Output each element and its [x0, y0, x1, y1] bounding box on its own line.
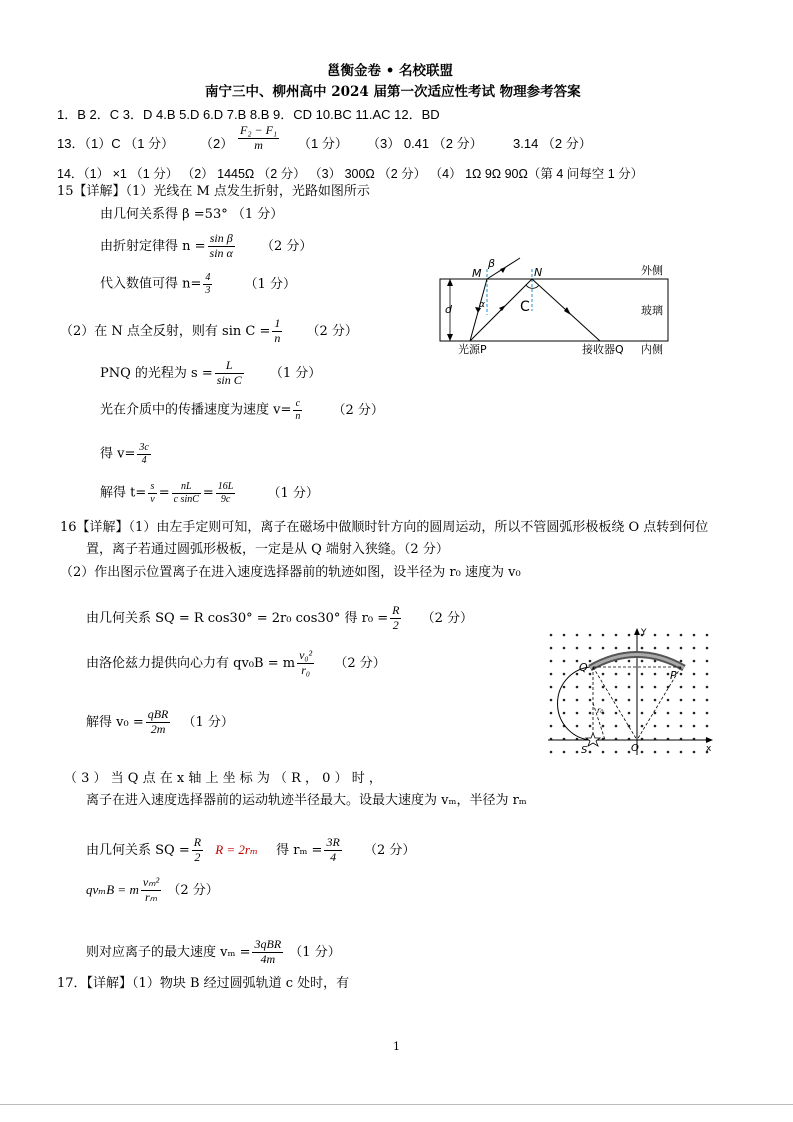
q16-line9 — [86, 836, 415, 865]
field-dot — [589, 686, 592, 689]
field-dot — [615, 647, 618, 650]
q16-line2: 置，离子若通过圆弧形极板，一定是从 Q 端射入狭缝。（2 分） — [86, 542, 449, 557]
q13-part1: 13．（1）C （1 分） — [57, 136, 175, 151]
label-beta: β — [488, 257, 496, 270]
q15-line6-num: c — [293, 398, 302, 411]
q16-line10-num: vₘ² — [142, 875, 160, 889]
q16-line4-den: 2 — [392, 617, 399, 632]
field-dot — [602, 699, 605, 702]
q15-line3-num: 4 — [205, 272, 211, 283]
field-dot — [641, 751, 644, 754]
field-dot — [654, 725, 657, 728]
field-dot — [563, 686, 566, 689]
field-dot — [628, 699, 631, 702]
q16-line8: 离子在进入速度选择器前的运动轨迹半径最大。设最大速度为 vₘ，半径为 rₘ — [86, 793, 527, 808]
page-number: 1 — [393, 1040, 400, 1053]
field-dot — [706, 725, 709, 728]
field-dot — [589, 647, 592, 650]
field-dot — [706, 712, 709, 715]
field-dot — [602, 725, 605, 728]
q15-line8-score: （1 分） — [267, 485, 319, 501]
field-dot — [641, 673, 644, 676]
field-dot — [641, 660, 644, 663]
q15-line8-c-num: 16L — [217, 481, 234, 492]
field-dot — [602, 673, 605, 676]
q13-part2-label: （2） — [200, 136, 234, 151]
field-dot — [680, 647, 683, 650]
q14-answers: 14．（1） ×1 （1 分） （2） 1445Ω （2 分） （3） 300Ω （2 分） （4） 1Ω 9Ω 90Ω（第 4 问每空 1 分） — [57, 167, 644, 181]
field-dot — [706, 699, 709, 702]
field-dot — [654, 751, 657, 754]
q15-line5-text: PNQ 的光程为 s = — [100, 365, 213, 381]
q16-line9-num: R — [193, 835, 202, 849]
field-dot — [550, 751, 553, 754]
q15-line4-num: 1 — [274, 316, 281, 330]
q16-line5-text: 由洛伦兹力提供向心力有 qv₀B = m — [86, 655, 296, 671]
field-dot — [628, 751, 631, 754]
field-dot — [693, 660, 696, 663]
ion-trajectory — [558, 667, 593, 740]
q16-line9-den: 2 — [194, 849, 201, 864]
field-dot — [628, 647, 631, 650]
field-dot — [563, 660, 566, 663]
page-bottom-rule — [0, 1104, 793, 1105]
field-dot — [693, 686, 696, 689]
label-x: x — [706, 744, 712, 754]
field-dot — [706, 647, 709, 650]
glass-slab — [440, 279, 668, 341]
q16-line7: （ 3 ） 当 Q 点 在 x 轴 上 坐 标 为 （ R ， 0 ） 时 ， — [64, 771, 382, 786]
q15-line5-num: L — [215, 359, 244, 374]
field-dot — [576, 647, 579, 650]
field-dot — [589, 660, 592, 663]
field-dot — [680, 634, 683, 637]
field-dot — [602, 751, 605, 754]
q16-line9-relation: R = 2rₘ — [215, 841, 258, 857]
q15-line6-text: 光在介质中的传播速度为速度 v= — [100, 402, 292, 418]
q16-line6 — [86, 708, 234, 737]
q13-part3: （3） 0.41 （2 分） — [367, 136, 483, 151]
field-dot — [615, 634, 618, 637]
field-dot — [693, 673, 696, 676]
field-dot — [615, 686, 618, 689]
q16-line5-den: r₀ — [301, 662, 311, 677]
field-dot — [680, 751, 683, 754]
q16-line3: （2）作出图示位置离子在进入速度选择器前的轨迹如图，设半径为 r₀ 速度为 v₀ — [60, 565, 521, 580]
field-dot — [680, 699, 683, 702]
q15-line8-a-den: v — [150, 493, 155, 505]
label-receiver: 接收器Q — [582, 343, 624, 356]
q16-line9-num2: 3R — [326, 835, 340, 849]
field-dot — [641, 647, 644, 650]
field-dot — [641, 712, 644, 715]
source-star-icon — [586, 733, 600, 746]
q16-line11-den: 4m — [260, 951, 276, 966]
q15-line8-b-num: nL — [172, 481, 201, 494]
q15-line8-a-num: s — [148, 481, 156, 494]
q16-line9-den2: 4 — [330, 849, 337, 864]
q15-line6-den: n — [295, 410, 301, 422]
field-dot — [667, 686, 670, 689]
field-dot — [615, 712, 618, 715]
q16-line10-text: qvₘB = m — [86, 881, 139, 897]
field-dot — [589, 699, 592, 702]
label-Y: Y — [641, 628, 647, 638]
field-dot — [641, 699, 644, 702]
label-P: P — [670, 669, 677, 682]
q15-line4 — [60, 317, 358, 346]
field-dot — [589, 751, 592, 754]
field-dot — [602, 634, 605, 637]
field-dot — [628, 660, 631, 663]
q16-line4 — [86, 604, 473, 633]
q16-line6-score: （1 分） — [182, 714, 234, 730]
field-dot — [667, 725, 670, 728]
field-dot — [628, 673, 631, 676]
field-dot — [667, 751, 670, 754]
field-dot — [706, 634, 709, 637]
q16-line9-result: 得 rₘ = — [276, 842, 323, 858]
q15-line6-score: （2 分） — [332, 402, 384, 418]
q16-line10-den: rₘ — [144, 889, 158, 904]
q16-line5-num: v₀² — [299, 648, 313, 662]
field-dot — [563, 647, 566, 650]
field-dot — [550, 660, 553, 663]
label-C: C — [520, 299, 530, 315]
field-dot — [680, 725, 683, 728]
q15-line7-text: 得 v= — [100, 446, 136, 462]
label-r0: r₀ — [597, 706, 604, 715]
field-dot — [576, 686, 579, 689]
q16-line6-den: 2m — [150, 721, 166, 736]
field-dot — [576, 634, 579, 637]
q16-line1: 16【详解】（1）由左手定则可知，离子在磁场中做顺时针方向的圆周运动，所以不管圆弧形极板绕 O 点转到何位 — [60, 520, 709, 535]
label-S: S — [581, 745, 588, 756]
q16-line9-score: （2 分） — [363, 842, 416, 858]
q15-optics-figure — [436, 255, 706, 360]
field-dot — [550, 647, 553, 650]
field-dot — [563, 634, 566, 637]
q16-line9-text: 由几何关系 SQ = — [86, 842, 190, 858]
field-dot — [654, 686, 657, 689]
q16-line11-num: 3qBR — [254, 937, 282, 951]
field-dot — [550, 699, 553, 702]
q15-intro: 15【详解】（1）光线在 M 点发生折射，光路如图所示 — [57, 184, 370, 199]
field-dot — [654, 673, 657, 676]
q15-line1: 由几何关系得 β =53° （1 分） — [100, 207, 284, 222]
q16-line6-text: 解得 v₀ = — [86, 714, 144, 730]
field-dot — [693, 634, 696, 637]
field-dot — [615, 725, 618, 728]
label-M: M — [472, 267, 482, 280]
q15-line8-c-den: 9c — [220, 493, 231, 505]
q16-line4-text: 由几何关系 SQ = R cos30° = 2r₀ cos30° 得 r₀ = — [86, 610, 389, 626]
label-outside: 外侧 — [641, 264, 663, 277]
field-dot — [563, 699, 566, 702]
field-dot — [667, 634, 670, 637]
field-dot — [667, 712, 670, 715]
q16-line5-score: （2 分） — [334, 655, 386, 671]
field-dot — [706, 673, 709, 676]
field-dot — [693, 699, 696, 702]
field-dot — [615, 699, 618, 702]
field-dot — [550, 686, 553, 689]
q16-line5 — [86, 649, 386, 678]
q15-line7 — [100, 442, 153, 466]
q13-part2-denominator: m — [254, 137, 263, 152]
label-O: O — [631, 743, 639, 754]
label-d: d — [445, 303, 452, 316]
page-title: 南宁三中、柳州高中 2024 届第一次适应性考试 物理参考答案 — [205, 84, 581, 100]
q15-line4-text: （2）在 N 点全反射，则有 sin C = — [60, 323, 271, 339]
q13-part4: 3.14 （2 分） — [513, 136, 592, 151]
field-dot — [563, 751, 566, 754]
label-inside: 内侧 — [641, 343, 663, 356]
field-dot — [693, 751, 696, 754]
field-dot — [602, 686, 605, 689]
q15-line2-num: sin β — [208, 232, 235, 247]
q16-line11-text: 则对应离子的最大速度 vₘ = — [86, 944, 251, 960]
field-dot — [641, 725, 644, 728]
q15-line5 — [100, 359, 321, 388]
q15-line5-score: （1 分） — [269, 365, 322, 381]
field-dot — [563, 673, 566, 676]
field-dot — [615, 673, 618, 676]
q15-line3-score: （1 分） — [244, 276, 296, 292]
field-dot — [667, 673, 670, 676]
field-dot — [654, 699, 657, 702]
q15-line2 — [100, 232, 312, 261]
field-dot — [680, 686, 683, 689]
field-dot — [589, 725, 592, 728]
mc-answers: 1．B 2．C 3．D 4.B 5.D 6.D 7.B 8.B 9．CD 10.BC 11.AC 12．BD — [57, 107, 440, 122]
q16-line10-score: （2 分） — [167, 882, 219, 898]
field-dot — [576, 699, 579, 702]
field-dot — [628, 634, 631, 637]
field-dot — [693, 647, 696, 650]
field-dot — [589, 712, 592, 715]
field-dot — [628, 712, 631, 715]
field-dot — [576, 660, 579, 663]
q15-line2-den: sin α — [209, 245, 233, 260]
q15-line8: 解得 t= $\frac{s}{v}$ = $\frac{nL}{\text{c sinC}}$ = $\frac{16L}{9c}$ （1 分） — [100, 481, 319, 505]
label-alpha: α — [479, 300, 485, 310]
q16-line10 — [86, 876, 219, 905]
field-dot — [706, 660, 709, 663]
q16-line6-num: qBR — [147, 707, 169, 721]
q15-line4-den: n — [274, 330, 281, 345]
q15-line3 — [100, 272, 296, 296]
q15-line7-den: 4 — [141, 454, 147, 466]
q15-line2-text: 由折射定律得 n = — [100, 238, 206, 254]
q13-part2-fraction — [236, 124, 281, 153]
q15-line8-b-den: c sinC — [173, 493, 199, 505]
field-dot — [706, 686, 709, 689]
q15-line7-num: 3c — [139, 442, 149, 453]
q15-line5-den: sin C — [216, 372, 242, 387]
field-dot — [602, 647, 605, 650]
field-dot — [550, 673, 553, 676]
field-dot — [576, 751, 579, 754]
q15-line8-text: 解得 t= — [100, 485, 147, 501]
q13-part2-numerator: F₂ − F₁ — [240, 123, 278, 137]
q15-line6 — [100, 398, 384, 422]
q16-line4-num: R — [392, 603, 400, 617]
field-dot — [641, 686, 644, 689]
q13-part2-score: （1 分） — [298, 136, 348, 151]
field-dot — [654, 634, 657, 637]
q15-line3-den: 3 — [205, 284, 211, 296]
field-dot — [654, 647, 657, 650]
field-dot — [615, 751, 618, 754]
q16-magnetic-field-figure — [545, 625, 715, 760]
q16-line11 — [86, 938, 341, 967]
field-dot — [693, 712, 696, 715]
q15-line2-score: （2 分） — [260, 238, 313, 254]
field-dot — [563, 712, 566, 715]
field-dot — [693, 725, 696, 728]
label-Q: Q — [579, 661, 588, 674]
field-dot — [667, 699, 670, 702]
brand-title: 邕衡金卷 • 名校联盟 — [327, 63, 454, 79]
field-dot — [550, 712, 553, 715]
q15-line3-text: 代入数值可得 n= — [100, 276, 202, 292]
field-dot — [589, 673, 592, 676]
label-N: N — [534, 266, 543, 279]
field-dot — [550, 725, 553, 728]
field-dot — [589, 634, 592, 637]
label-source: 光源P — [458, 343, 487, 356]
q16-line4-score: （2 分） — [421, 610, 474, 626]
field-dot — [576, 712, 579, 715]
field-dot — [550, 634, 553, 637]
field-dot — [667, 647, 670, 650]
q15-line4-score: （2 分） — [306, 323, 358, 339]
field-dot — [680, 673, 683, 676]
label-glass: 玻璃 — [641, 304, 663, 317]
q16-line11-score: （1 分） — [289, 944, 341, 960]
field-dot — [576, 725, 579, 728]
field-dot — [680, 712, 683, 715]
field-dot — [576, 673, 579, 676]
q17-intro: 17．【详解】（1）物块 B 经过圆弧轨道 c 处时，有 — [57, 976, 350, 991]
field-dot — [628, 686, 631, 689]
